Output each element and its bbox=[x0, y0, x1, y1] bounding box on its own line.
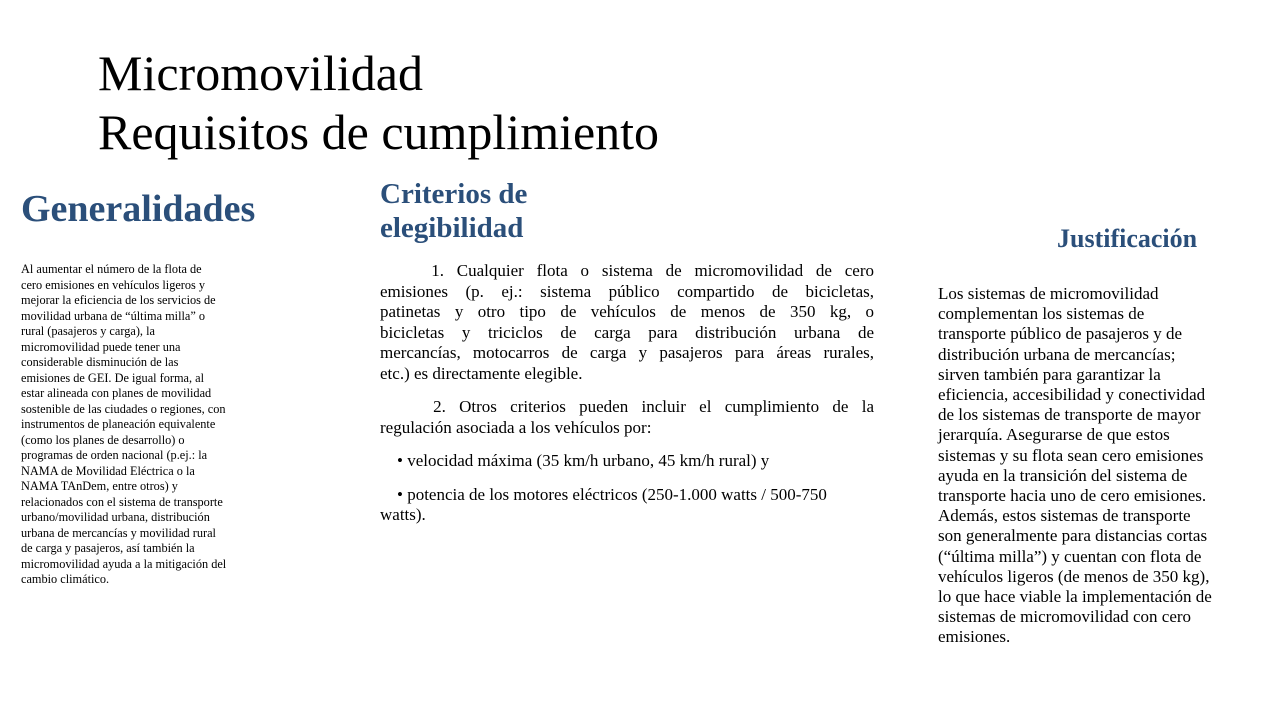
generalidades-line: Al aumentar el número de la flota de bbox=[21, 262, 202, 276]
criterio-line: 2. Otros criterios pueden incluir el cumplimiento de la bbox=[380, 397, 874, 416]
generalidades-line: NAMA TAnDem, entre otros) y bbox=[21, 479, 178, 493]
justificacion-line: transporte hacia uno de cero emisiones. bbox=[938, 486, 1207, 506]
slide-title-line-2: Requisitos de cumplimiento bbox=[98, 104, 660, 160]
criterio-line: etc.) es directamente elegible. bbox=[380, 363, 583, 383]
justificacion-line: de los sistemas de transporte de mayor bbox=[938, 405, 1201, 425]
generalidades-line: cambio climático. bbox=[21, 572, 110, 586]
justificacion-line: sistemas de micromovilidad con cero bbox=[938, 607, 1192, 627]
justificacion-line: Los sistemas de micromovilidad bbox=[938, 284, 1159, 303]
generalidades-line: relacionados con el sistema de transporte bbox=[21, 494, 223, 509]
generalidades-line: micromovilidad ayuda a la mitigación del bbox=[21, 556, 227, 571]
slide-title-line-1: Micromovilidad bbox=[98, 45, 423, 101]
criterio-line: watts). bbox=[380, 505, 426, 524]
generalidades-line: programas de orden nacional (p.ej.: la bbox=[21, 448, 208, 462]
generalidades-line: de carga y pasajeros, así también la bbox=[21, 541, 195, 555]
criterio-bullet-potencia bbox=[380, 485, 874, 526]
generalidades-line: movilidad urbana de “última milla” o bbox=[21, 308, 206, 323]
criterio-line: • velocidad máxima (35 km/h urbano, 45 km/h rural) y bbox=[380, 451, 770, 470]
criterios-body bbox=[380, 261, 874, 539]
generalidades-line: considerable disminución de las bbox=[21, 355, 179, 369]
generalidades-heading: Generalidades bbox=[21, 188, 256, 230]
justificacion-line: ayuda en la transición del sistema de bbox=[938, 465, 1188, 485]
justificacion-line: lo que hace viable la implementación de bbox=[938, 587, 1212, 607]
justificacion-line: emisiones. bbox=[938, 627, 1011, 647]
justificacion-body bbox=[938, 284, 1248, 648]
generalidades-line: estar alineada con planes de movilidad bbox=[21, 386, 212, 400]
justificacion-line: complementan los sistemas de bbox=[938, 304, 1145, 324]
criterio-line: • potencia de los motores eléctricos (250-1.000 watts / 500-750 bbox=[380, 484, 827, 504]
criterios-heading-line-2: elegibilidad bbox=[380, 212, 524, 244]
justificacion-line: son generalmente para distancias cortas bbox=[938, 526, 1208, 546]
justificacion-line: distribución urbana de mercancías; bbox=[938, 344, 1176, 364]
criterio-line: mercancías, motocarros de carga y pasajeros para áreas rurales, bbox=[380, 343, 874, 362]
justificacion-line: eficiencia, accesibilidad y conectividad bbox=[938, 385, 1206, 405]
justificacion-heading: Justificación bbox=[1057, 224, 1198, 253]
slide-title bbox=[98, 44, 659, 162]
generalidades-body bbox=[21, 262, 263, 588]
justificacion-line: transporte público de pasajeros y de bbox=[938, 324, 1183, 344]
generalidades-line: cero emisiones en vehículos ligeros y bbox=[21, 277, 206, 292]
justificacion-line: (“última milla”) y cuentan con flota de bbox=[938, 546, 1202, 566]
justificacion-line: vehículos ligeros (de menos de 350 kg), bbox=[938, 566, 1210, 586]
justificacion-line: sirven también para garantizar la bbox=[938, 364, 1161, 384]
criterio-2-paragraph bbox=[380, 397, 874, 438]
generalidades-line: (como los planes de desarrollo) o bbox=[21, 432, 185, 447]
generalidades-line: emisiones de GEI. De igual forma, al bbox=[21, 370, 205, 385]
criterio-line: emisiones (p. ej.: sistema público compartido de bicicletas, bbox=[380, 281, 874, 301]
generalidades-line: instrumentos de planeación equivalente bbox=[21, 417, 216, 431]
criterios-heading bbox=[380, 177, 527, 245]
justificacion-line: Además, estos sistemas de transporte bbox=[938, 506, 1191, 526]
criterio-bullet-velocidad bbox=[380, 451, 874, 472]
generalidades-line: urbano/movilidad urbana, distribución bbox=[21, 510, 210, 524]
criterio-line: bicicletas y triciclos de carga para distribución urbana de bbox=[380, 322, 874, 342]
criterios-heading-line-1: Criterios de bbox=[380, 178, 528, 210]
criterio-line: regulación asociada a los vehículos por: bbox=[380, 417, 652, 437]
justificacion-line: jerarquía. Asegurarse de que estos bbox=[938, 425, 1170, 445]
criterio-line: patinetas y otro tipo de vehículos de menos de 350 kg, o bbox=[380, 302, 874, 321]
generalidades-line: micromovilidad puede tener una bbox=[21, 339, 181, 354]
justificacion-line: sistemas y su flota sean cero emisiones bbox=[938, 445, 1204, 465]
generalidades-line: rural (pasajeros y carga), la bbox=[21, 324, 155, 338]
generalidades-line: mejorar la eficiencia de los servicios de bbox=[21, 293, 216, 307]
criterio-1-paragraph bbox=[380, 261, 874, 384]
generalidades-line: urbana de mercancías y movilidad rural bbox=[21, 525, 216, 540]
criterio-line: 1. Cualquier flota o sistema de micromovilidad de cero bbox=[380, 261, 874, 280]
generalidades-line: NAMA de Movilidad Eléctrica o la bbox=[21, 463, 195, 478]
generalidades-line: sostenible de las ciudades o regiones, con bbox=[21, 401, 226, 416]
